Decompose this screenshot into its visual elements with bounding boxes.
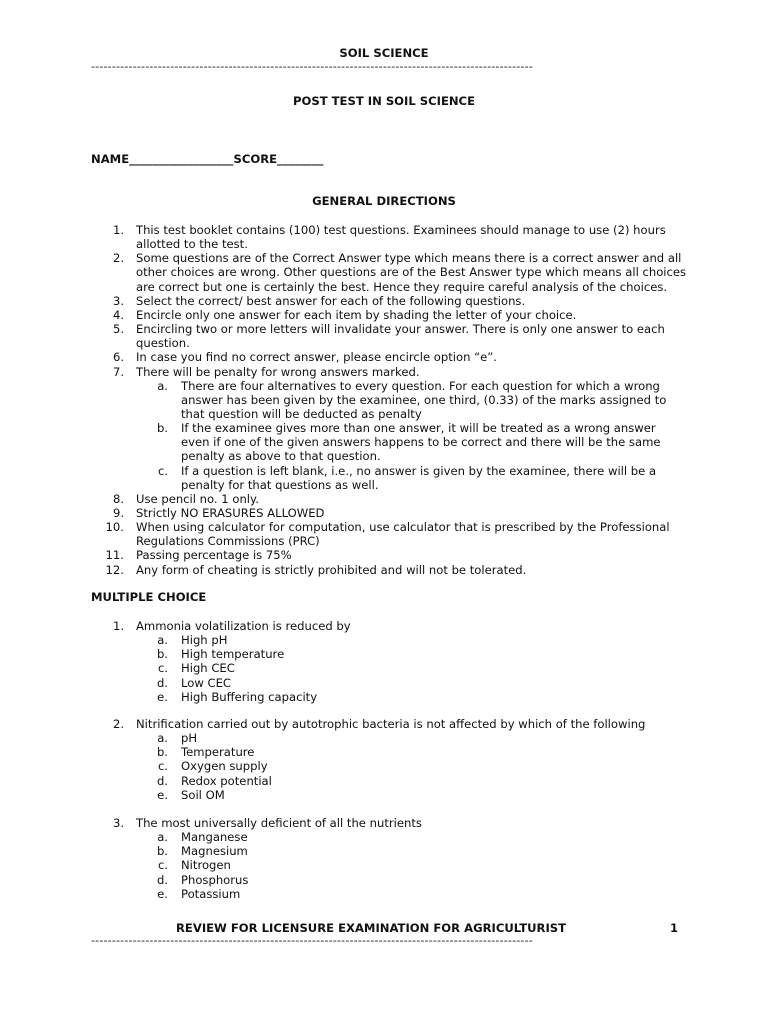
- page-number: 1: [670, 921, 679, 935]
- option-text: Oxygen supply: [181, 759, 268, 774]
- option-letter: b.: [156, 647, 168, 662]
- direction-number: a.: [157, 378, 168, 393]
- direction-text: Regulations Commissions (PRC): [136, 534, 320, 549]
- option-text: High pH: [181, 633, 228, 648]
- direction-text: There are four alternatives to every question. For each question for which a wrong: [181, 378, 660, 393]
- direction-number: 5.: [112, 322, 124, 337]
- direction-text: are correct but one is certainly the best. Hence they require careful analysis of the choices.: [136, 279, 668, 294]
- option-text: Phosphorus: [181, 872, 249, 887]
- direction-number: 8.: [112, 491, 124, 506]
- option-text: Nitrogen: [181, 858, 231, 873]
- direction-number: 2.: [112, 251, 124, 266]
- test-title: POST TEST IN SOIL SCIENCE: [293, 94, 475, 108]
- direction-number: 10.: [105, 520, 124, 535]
- direction-text: This test booklet contains (100) test questions. Examinees should manage to use (2) hours: [136, 223, 666, 237]
- direction-text: other choices are wrong. Other questions are of the Best Answer type which means all choices: [136, 265, 687, 280]
- option-letter: e.: [157, 689, 168, 704]
- question-number: 1.: [112, 619, 124, 633]
- multiple-choice-heading: MULTIPLE CHOICE: [91, 590, 207, 604]
- option-letter: b.: [156, 745, 168, 760]
- option-text: Temperature: [181, 745, 255, 760]
- directions-heading: GENERAL DIRECTIONS: [312, 194, 456, 208]
- footer-text: REVIEW FOR LICENSURE EXAMINATION FOR AGRICULTURIST: [176, 921, 567, 935]
- footer-divider: ----------------------------------------------------------------------------------------------------------: [91, 934, 533, 947]
- option-text: Low CEC: [181, 675, 232, 690]
- direction-text: Strictly NO ERASURES ALLOWED: [136, 506, 325, 520]
- option-letter: e.: [157, 787, 168, 802]
- option-text: High CEC: [181, 661, 235, 676]
- option-letter: c.: [157, 858, 168, 873]
- direction-text: that question will be deducted as penalty: [181, 406, 422, 421]
- direction-text: If a question is left blank, i.e., no answer is given by the examinee, there will be a: [181, 463, 657, 478]
- question-text: Nitrification carried out by autotrophic bacteria is not affected by which of the following: [136, 717, 646, 731]
- direction-text: even if one of the given answers happens to be correct and there will be the same: [181, 435, 661, 450]
- direction-number: 3.: [112, 293, 124, 308]
- option-text: pH: [181, 731, 198, 746]
- direction-text: Passing percentage is 75%: [136, 548, 292, 563]
- option-letter: a.: [157, 731, 168, 746]
- option-text: Manganese: [181, 830, 248, 845]
- direction-number: 7.: [112, 364, 124, 379]
- direction-number: 9.: [112, 506, 124, 520]
- option-text: Magnesium: [181, 844, 248, 859]
- direction-text: Any form of cheating is strictly prohibited and will not be tolerated.: [136, 562, 527, 577]
- direction-text: Some questions are of the Correct Answer type which means there is a correct answer and all: [136, 251, 682, 266]
- question-text: Ammonia volatilization is reduced by: [136, 619, 351, 633]
- option-text: High temperature: [181, 647, 285, 662]
- direction-number: b.: [156, 421, 168, 436]
- direction-number: c.: [157, 463, 168, 478]
- direction-text: Encircling two or more letters will invalidate your answer. There is only one answer to each: [136, 322, 665, 337]
- direction-text: When using calculator for computation, use calculator that is prescribed by the Professional: [136, 520, 670, 535]
- option-letter: d.: [156, 872, 168, 887]
- option-text: Soil OM: [181, 787, 225, 802]
- direction-text: Encircle only one answer for each item by shading the letter of your choice.: [136, 307, 577, 322]
- option-text: Potassium: [181, 886, 241, 901]
- direction-text: allotted to the test.: [136, 237, 248, 252]
- direction-text: Select the correct/ best answer for each of the following questions.: [136, 293, 526, 308]
- direction-text: In case you find no correct answer, please encircle option “e”.: [136, 350, 497, 365]
- question-number: 3.: [112, 816, 124, 830]
- direction-text: penalty for that questions as well.: [181, 477, 379, 492]
- option-text: Redox potential: [181, 773, 272, 788]
- option-letter: c.: [157, 661, 168, 676]
- header-divider: ----------------------------------------------------------------------------------------------------------: [91, 60, 533, 73]
- direction-text: answer has been given by the examinee, one third, (0.33) of the marks assigned to: [181, 392, 667, 407]
- direction-text: penalty as above to that question.: [181, 449, 381, 464]
- direction-text: If the examinee gives more than one answer, it will be treated as a wrong answer: [181, 421, 656, 436]
- direction-number: 4.: [112, 307, 124, 322]
- direction-number: 12.: [105, 562, 124, 577]
- option-letter: e.: [157, 886, 168, 901]
- option-letter: d.: [156, 773, 168, 788]
- option-text: High Buffering capacity: [181, 689, 318, 704]
- option-letter: c.: [157, 759, 168, 774]
- direction-text: There will be penalty for wrong answers marked.: [136, 364, 420, 379]
- option-letter: b.: [156, 844, 168, 859]
- question-text: The most universally deficient of all the nutrients: [136, 816, 422, 830]
- option-letter: a.: [157, 830, 168, 845]
- option-letter: d.: [156, 675, 168, 690]
- direction-number: 6.: [112, 350, 124, 365]
- header-title: SOIL SCIENCE: [339, 46, 429, 60]
- direction-text: question.: [136, 336, 190, 351]
- question-number: 2.: [112, 717, 124, 731]
- option-letter: a.: [157, 633, 168, 648]
- direction-text: Use pencil no. 1 only.: [136, 491, 259, 506]
- direction-number: 11.: [105, 548, 124, 563]
- direction-number: 1.: [112, 223, 124, 237]
- name-score-line: NAME__________________SCORE________: [91, 152, 324, 166]
